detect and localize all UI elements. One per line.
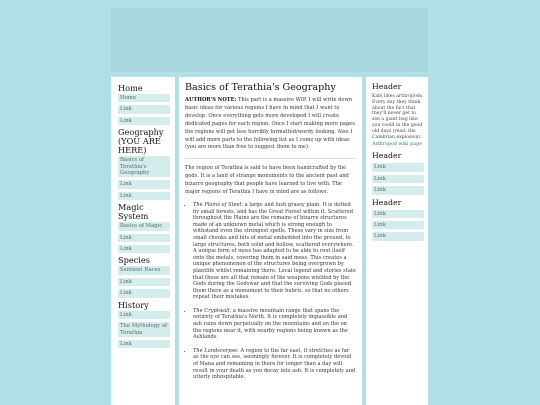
sidebar-link[interactable]: Link (118, 289, 170, 297)
author-note (185, 97, 356, 152)
fun-fact-text: Kabi likes arthropods. Every day they think about the fact that they'll never get to see a giant bug like you could in the good old days (read: the Cambrian explosion). (372, 94, 424, 140)
nav-section-heading: Species (118, 255, 150, 266)
region-description: : a large and lush grassy plain. It is dotted by small forests, and has the Great Forest within it. Scattered throughout the Plains are the remains of bizarre structures made of an unknown metal which is strong enough to withstand even the strongest spells. These vary in size from small chunks and bits of metal embedded into the ground, to large structures, both solid and hollow, scattered everywhere. A unique form of moss has adapted to be able to root itself onto the metals, covering them in said moss. This creates a unique phenomenon of the structures being overgrown by plantlife whilst remaining there. Local legend and stories state that these are all that remain of the weapons wielded by the Gods during the Godswar and that the surviving Gods placed them there as a monument to their hubris, so that no others repeat their mistakes. (193, 201, 356, 301)
sidebar-link[interactable]: Home (118, 94, 170, 102)
sidebar-link[interactable]: Basics of Terathia's Geography (118, 156, 170, 177)
main-content (179, 77, 362, 405)
nav-section-heading: Magic System (118, 202, 149, 222)
right-header: Header (372, 197, 402, 207)
sidebar-link[interactable]: Link (118, 234, 170, 242)
region-name: The Cryptwall (193, 307, 230, 314)
sidebar-link[interactable]: Link (118, 117, 170, 125)
sidebar-link[interactable]: Link (118, 245, 170, 253)
region-name: The Plains of Steel (193, 201, 242, 208)
sidebar-link[interactable]: Link (118, 311, 170, 319)
sidebar-link[interactable]: The Mythology of Terathia (118, 322, 170, 337)
region-name: The Landscorpse (193, 347, 238, 354)
nav-section-heading: History (118, 299, 149, 310)
arthropod-wiki-link[interactable]: Arthropod wiki page (372, 142, 422, 148)
right-link[interactable]: Link (372, 221, 424, 229)
sidebar-link[interactable]: Sentient Races (118, 266, 170, 274)
intro-paragraph: The region of Terathia is said to have been handcrafted by the gods. It is a land of strange monuments to the ancient past and bizarre geography that people have learned to live with. The major regions of Terathia I have in mind are as follows: (185, 165, 349, 196)
author-note-label: AUTHOR'S NOTE: (185, 97, 237, 103)
right-link[interactable]: Link (372, 210, 424, 218)
right-link[interactable]: Link (372, 232, 424, 240)
right-sidebar (366, 77, 428, 405)
sidebar-link[interactable]: Link (118, 105, 170, 113)
left-sidebar (111, 77, 175, 405)
list-item (193, 202, 356, 301)
right-header: Header (372, 151, 402, 161)
list-item (193, 308, 356, 341)
sidebar-link[interactable]: Link (118, 340, 170, 348)
header-banner (111, 8, 428, 72)
list-item (193, 348, 356, 381)
sidebar-link[interactable]: Link (118, 192, 170, 200)
nav-section-heading: Geography (YOU ARE HERE) (118, 127, 164, 156)
right-link[interactable]: Link (372, 186, 424, 194)
sidebar-link[interactable]: Basics of Magic (118, 222, 170, 230)
divider (185, 158, 356, 159)
sidebar-link[interactable]: Link (118, 180, 170, 188)
author-note-text: This part is a massive WIP. I will write down basic ideas for various regions I have in mind that I want to develop. Once everything gets more developed I will create dedicated pages for each region. Once I start making more pages the regions will get less horribly formatted/wordy looking. Also I will add more parts to the following list as I come up with ideas (you are more than free to suggest them to me). (185, 97, 355, 151)
region-description: : A region to the far east, it stretches as far as the eye can see, seemingly forever. It is completely devoid of Mana and remaining in there for longer than a day will result in your death as you decay into ash. It is completely and utterly inhospitable. (193, 347, 356, 381)
regions-list (185, 202, 356, 381)
nav-section-heading: Home (118, 83, 143, 93)
region-description: : a massive mountain range that spans the entirety of Terathia's North. It is completely impassible and ash rains down perpetually on the mountains and on the on the regions near it, with nearby regions being known as the Ashlands. (193, 307, 348, 341)
page-title: Basics of Terathia's Geography (185, 82, 336, 93)
right-link[interactable]: Link (372, 175, 424, 183)
right-link[interactable]: Link (372, 163, 424, 171)
sidebar-link[interactable]: Link (118, 278, 170, 286)
right-header: Header (372, 82, 402, 91)
